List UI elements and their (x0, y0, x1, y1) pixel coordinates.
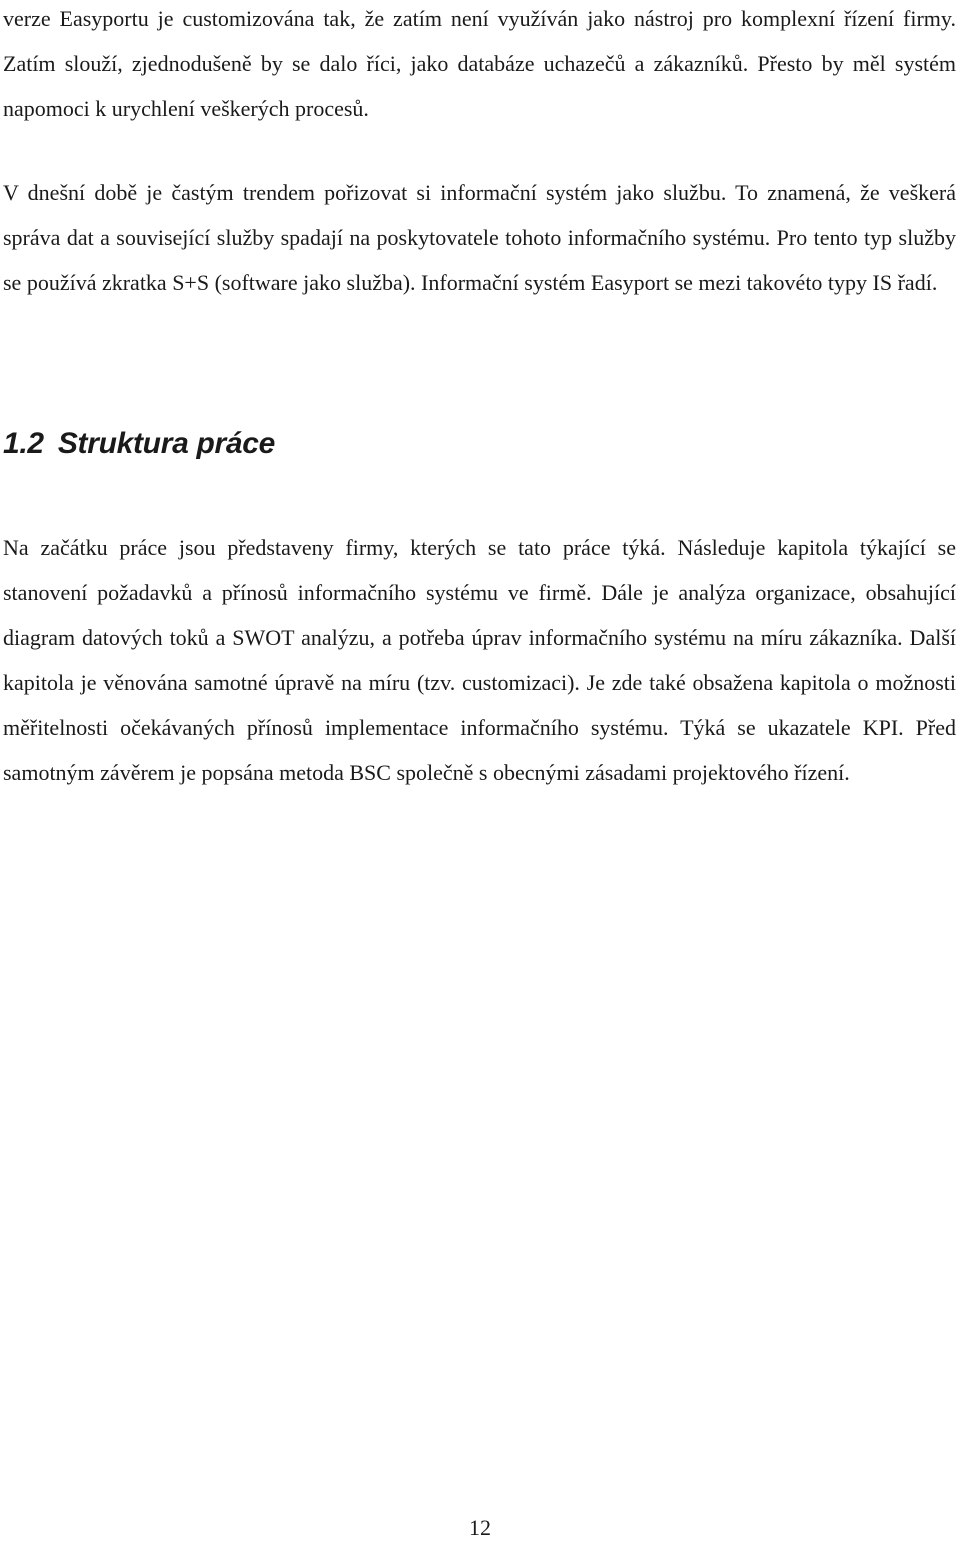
section-number: 1.2 (3, 427, 44, 460)
page-number: 12 (469, 1515, 491, 1540)
section-heading (3, 422, 275, 466)
paragraph-thesis-structure: Na začátku práce jsou představeny firmy, kterých se tato práce týká. Následuje kapitola týkající se stanovení požadavků a přínosů informačního systému ve firmě. Dále je analýza organizace, obsahující diagram datových toků a SWOT analýzu, a potřeba úprav informačního systému na míru zákazníka. Další kapitola je věnována samotné úpravě na míru (tzv. customizaci). Je zde také obsažena kapitola o možnosti měřitelnosti očekávaných přínosů implementace informačního systému. Týká se ukazatele KPI. Před samotným závěrem je popsána metoda BSC společně s obecnými zásadami projektového řízení. (3, 535, 956, 785)
paragraph-saas-trend: V dnešní době je častým trendem pořizovat si informační systém jako službu. To znamená, že veškerá správa dat a související služby spadají na poskytovatele tohoto informačního systému. Pro tento typ služby se používá zkratka S+S (software jako služba). Informační systém Easyport se mezi takovéto typy IS řadí. (3, 180, 956, 295)
section-title: Struktura práce (57, 427, 276, 460)
paragraph-intro-continuation: verze Easyportu je customizována tak, že zatím není využíván jako nástroj pro komplexní řízení firmy. Zatím slouží, zjednodušeně by se dalo říci, jako databáze uchazečů a zákazníků. Přesto by měl systém napomoci k urychlení veškerých procesů. (3, 6, 956, 121)
